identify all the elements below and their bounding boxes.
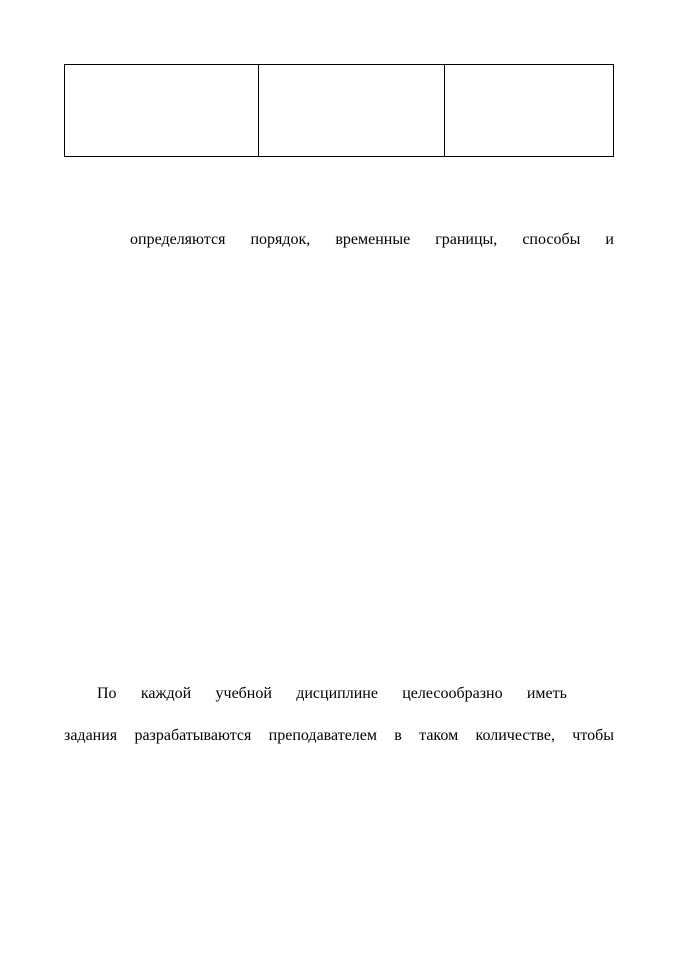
table-cell — [445, 65, 614, 157]
table-cell — [259, 65, 445, 157]
word: границы, — [435, 231, 498, 248]
word: каждой — [140, 685, 192, 702]
word: определяются — [130, 231, 226, 248]
empty-table — [64, 64, 614, 157]
word: порядок, — [250, 231, 311, 248]
word: временные — [335, 231, 411, 248]
word: целесообразно — [402, 685, 503, 702]
word: иметь — [526, 685, 567, 702]
table-cell — [65, 65, 259, 157]
paragraph-line — [130, 230, 614, 250]
word: способы — [522, 231, 581, 248]
paragraph-line: задания разрабатываются преподавателем в таком количестве, чтобы — [64, 727, 614, 744]
word: и — [605, 231, 614, 248]
word: По — [97, 685, 117, 702]
table-row — [65, 65, 614, 157]
word: дисциплине — [296, 685, 378, 702]
paragraph-line — [97, 684, 567, 704]
word: учебной — [215, 685, 272, 702]
